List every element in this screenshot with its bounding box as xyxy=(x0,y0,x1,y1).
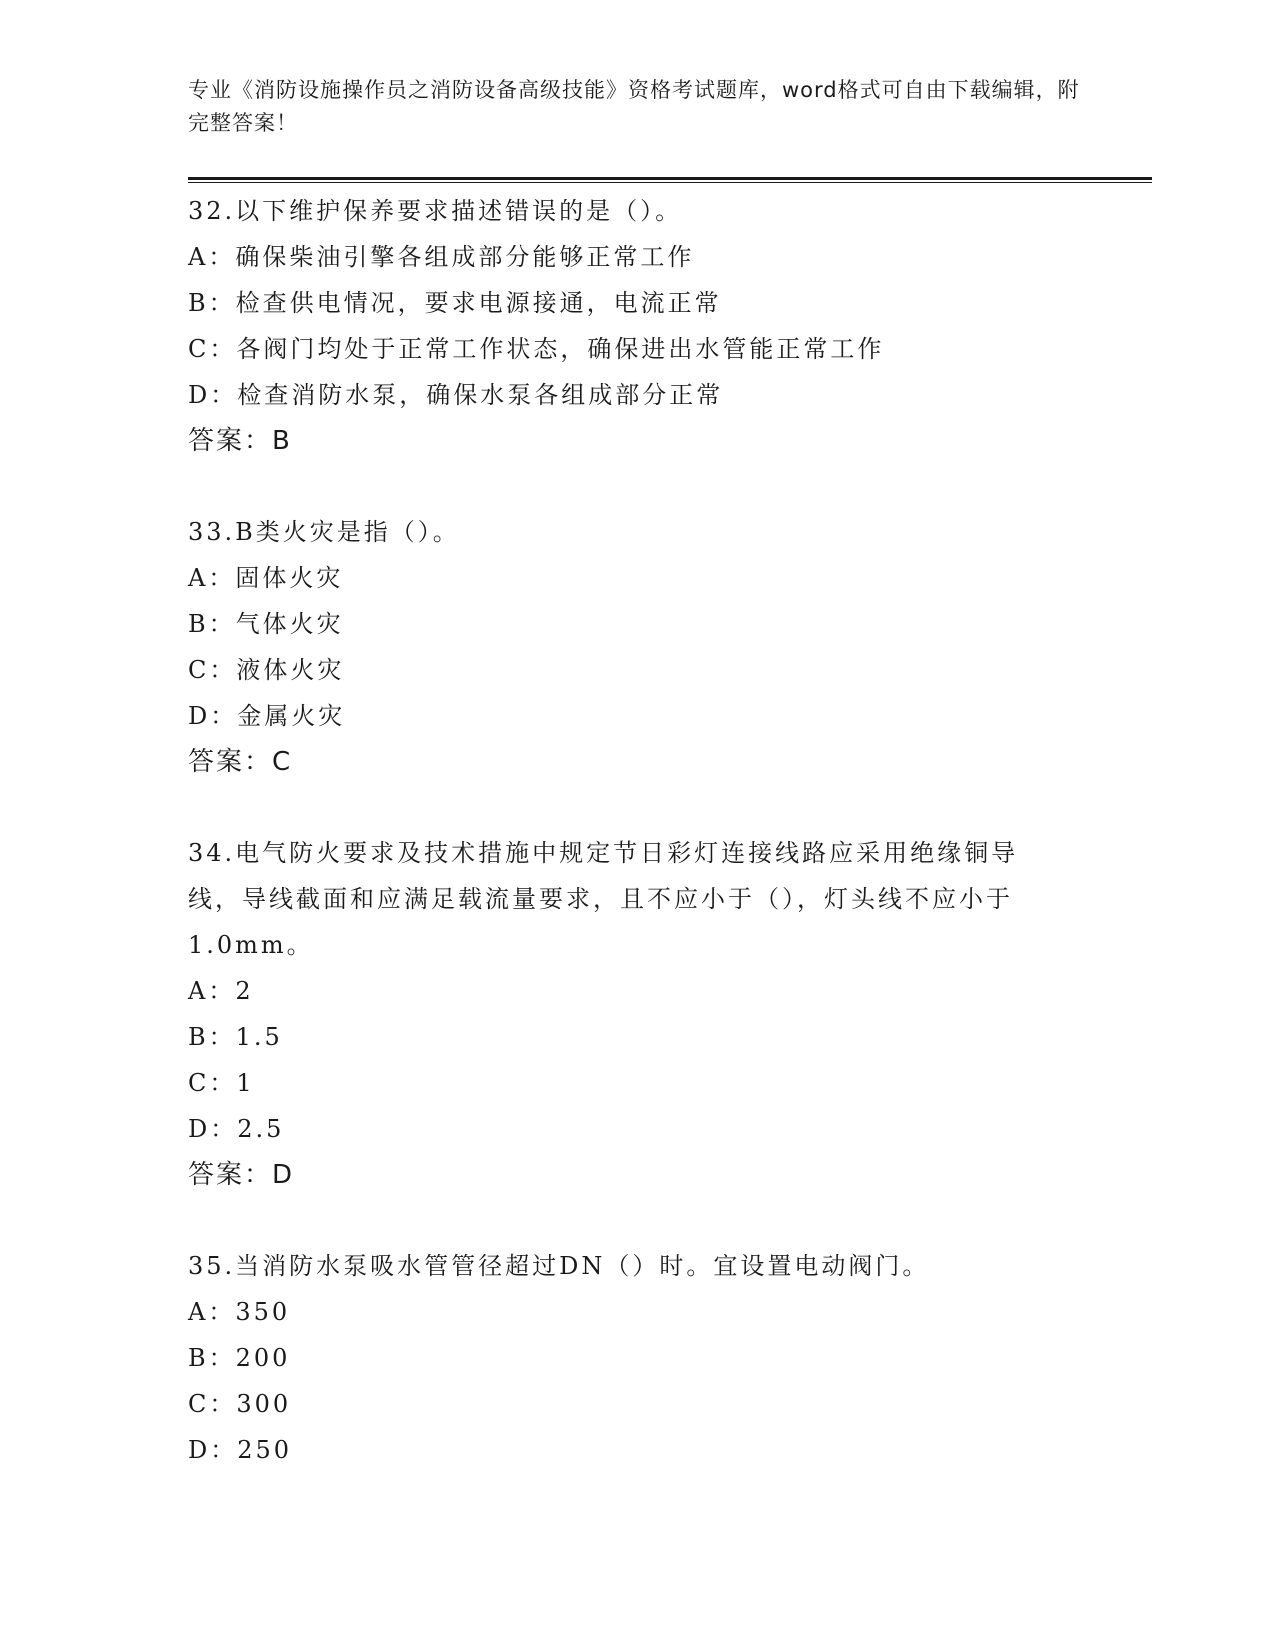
option-b: B：1.5 xyxy=(188,1023,283,1051)
question-32 xyxy=(188,188,1088,464)
option-d: D：检查消防水泵，确保水泵各组成部分正常 xyxy=(188,381,724,409)
question-list xyxy=(188,188,1088,1518)
question-stem: 35.当消防水泵吸水管管径超过DN（）时。宜设置电动阀门。 xyxy=(188,1252,930,1280)
header-divider-thick xyxy=(188,177,1152,180)
option-d: D：金属火灾 xyxy=(188,702,346,730)
option-c: C：300 xyxy=(188,1390,292,1418)
answer-label: 答案：B xyxy=(188,426,292,456)
document-header: 专业《消防设施操作员之消防设备高级技能》资格考试题库，word格式可自由下载编辑，附完整答案！ xyxy=(188,78,1080,135)
question-35 xyxy=(188,1243,1088,1473)
answer-label: 答案：C xyxy=(188,747,293,777)
option-a: A：固体火灾 xyxy=(188,564,344,592)
answer-label: 答案：D xyxy=(188,1160,295,1190)
option-d: D：250 xyxy=(188,1436,293,1464)
question-stem: 33.B类火灾是指（）。 xyxy=(188,518,460,546)
option-d: D：2.5 xyxy=(188,1115,285,1143)
header-divider-thin xyxy=(188,182,1152,183)
question-33 xyxy=(188,509,1088,785)
option-c: C：液体火灾 xyxy=(188,656,345,684)
option-b: B：气体火灾 xyxy=(188,610,344,638)
question-34 xyxy=(188,830,1088,1198)
option-c: C：1 xyxy=(188,1069,255,1097)
question-stem: 32.以下维护保养要求描述错误的是（）。 xyxy=(188,197,683,225)
option-c: C：各阀门均处于正常工作状态，确保进出水管能正常工作 xyxy=(188,335,885,363)
question-stem: 34.电气防火要求及技术措施中规定节日彩灯连接线路应采用绝缘铜导线，导线截面和应满足载流量要求，且不应小于（），灯头线不应小于1.0mm。 xyxy=(188,839,1019,959)
option-b: B：检查供电情况，要求电源接通，电流正常 xyxy=(188,289,722,317)
option-a: A：2 xyxy=(188,977,254,1005)
option-a: A：确保柴油引擎各组成部分能够正常工作 xyxy=(188,243,695,271)
option-b: B：200 xyxy=(188,1344,291,1372)
option-a: A：350 xyxy=(188,1298,291,1326)
